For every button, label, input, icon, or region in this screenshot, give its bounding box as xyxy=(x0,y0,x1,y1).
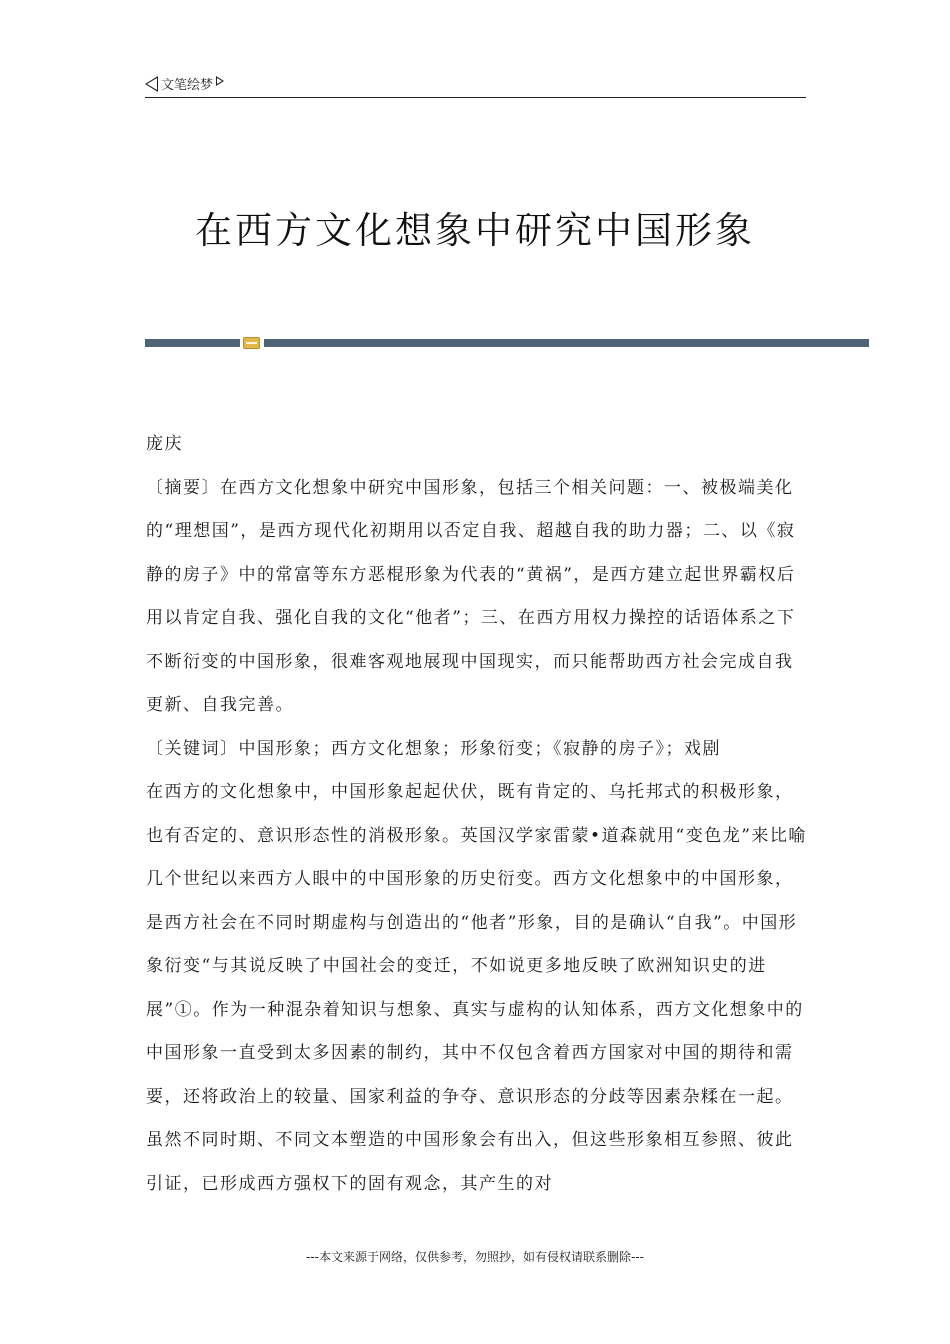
body-paragraph: 在西方的文化想象中，中国形象起起伏伏，既有肯定的、乌托邦式的积极形象，也有否定的、意识形态性的消极形象。英国汉学家雷蒙•道森就用“变色龙”来比喻几个世纪以来西方人眼中的中国形象的历史衍变。西方文化想象中的中国形象，是西方社会在不同时期虚构与创造出的“他者”形象，目的是确认“自我”。中国形象衍变“与其说反映了中国社会的变迁，不如说更多地反映了欧洲知识史的进展”①。作为一种混杂着知识与想象、真实与虚构的认知体系，西方文化想象中的中国形象一直受到太多因素的制约，其中不仅包含着西方国家对中国的期待和需要，还将政治上的较量、国家利益的争夺、意识形态的分歧等因素杂糅在一起。虽然不同时期、不同文本塑造的中国形象会有出入，但这些形象相互参照、彼此引证，已形成西方强权下的固有观念，其产生的对 xyxy=(146,782,807,1194)
divider-right xyxy=(264,339,869,347)
header-brand xyxy=(145,74,224,93)
header-rule xyxy=(145,97,806,98)
triangle-right-icon xyxy=(216,76,224,86)
footer-disclaimer: ---本文来源于网络，仅供参考，勿照抄，如有侵权请联系删除--- xyxy=(306,1250,644,1264)
divider-ornament-icon xyxy=(243,337,260,349)
divider-left xyxy=(145,339,240,347)
abstract-paragraph: 〔摘要〕在西方文化想象中研究中国形象，包括三个相关问题：一、被极端美化的“理想国”，是西方现代化初期用以否定自我、超越自我的助力器；二、以《寂静的房子》中的常富等东方恶棍形象为代表的“黄祸”，是西方建立起世界霸权后用以肯定自我、强化自我的文化“他者”；三、在西方用权力操控的话语体系之下不断衍变的中国形象，很难客观地展现中国现实，而只能帮助西方社会完成自我更新、自我完善。 xyxy=(146,477,796,715)
brand-name: 文笔绘梦 xyxy=(161,78,214,93)
keywords-paragraph: 〔关键词〕中国形象；西方文化想象；形象衍变；《寂静的房子》；戏剧 xyxy=(146,738,721,759)
document-content xyxy=(146,423,811,1206)
document-title: 在西方文化想象中研究中国形象 xyxy=(195,209,755,252)
author: 庞庆 xyxy=(146,434,183,454)
triangle-left-icon xyxy=(145,76,158,92)
